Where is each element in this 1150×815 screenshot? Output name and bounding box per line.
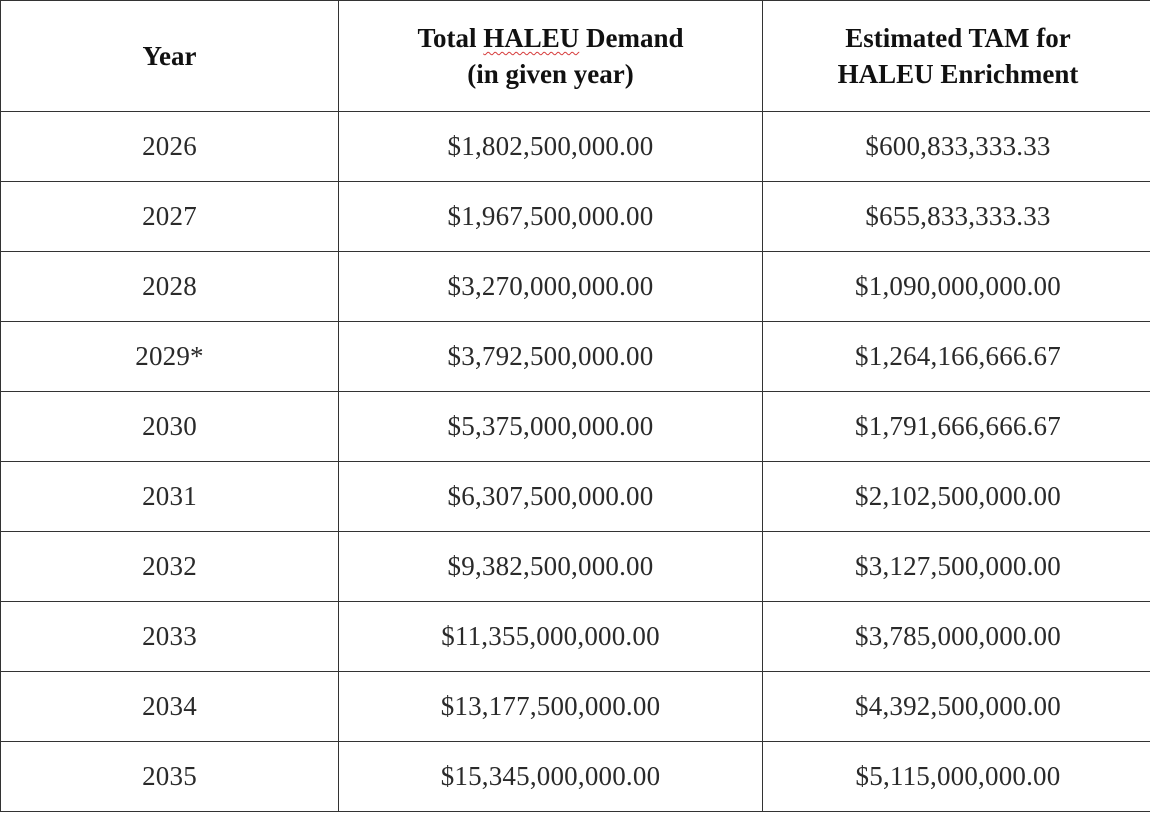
table-row <box>1 392 1150 462</box>
cell-year: 2028 <box>1 252 339 322</box>
cell-tam: $3,785,000,000.00 <box>763 602 1150 672</box>
header-tam-line2: HALEU Enrichment <box>837 59 1079 89</box>
cell-tam: $655,833,333.33 <box>763 182 1150 252</box>
cell-tam: $1,090,000,000.00 <box>763 252 1150 322</box>
cell-tam: $1,791,666,666.67 <box>763 392 1150 462</box>
cell-demand: $5,375,000,000.00 <box>339 392 763 462</box>
cell-demand: $11,355,000,000.00 <box>339 602 763 672</box>
cell-year: 2033 <box>1 602 339 672</box>
cell-year: 2034 <box>1 672 339 742</box>
cell-demand: $1,802,500,000.00 <box>339 112 763 182</box>
cell-year: 2032 <box>1 532 339 602</box>
cell-demand: $15,345,000,000.00 <box>339 742 763 812</box>
cell-tam: $4,392,500,000.00 <box>763 672 1150 742</box>
header-total-demand <box>339 1 763 112</box>
header-demand-suffix: Demand <box>579 23 684 53</box>
cell-tam: $600,833,333.33 <box>763 112 1150 182</box>
header-year <box>1 1 339 112</box>
header-demand-subtitle: (in given year) <box>467 59 634 89</box>
cell-demand: $3,270,000,000.00 <box>339 252 763 322</box>
cell-tam: $2,102,500,000.00 <box>763 462 1150 532</box>
table-row <box>1 112 1150 182</box>
cell-year: 2035 <box>1 742 339 812</box>
table-header <box>1 1 1150 112</box>
table-row <box>1 252 1150 322</box>
header-estimated-tam <box>763 1 1150 112</box>
table-row <box>1 462 1150 532</box>
cell-year: 2026 <box>1 112 339 182</box>
cell-demand: $1,967,500,000.00 <box>339 182 763 252</box>
header-year-label: Year <box>142 41 197 71</box>
header-demand-prefix: Total <box>417 23 484 53</box>
cell-year: 2031 <box>1 462 339 532</box>
table-body <box>1 112 1150 812</box>
cell-demand: $3,792,500,000.00 <box>339 322 763 392</box>
cell-year: 2029* <box>1 322 339 392</box>
table-row <box>1 182 1150 252</box>
table-row <box>1 322 1150 392</box>
cell-demand: $13,177,500,000.00 <box>339 672 763 742</box>
cell-tam: $3,127,500,000.00 <box>763 532 1150 602</box>
header-row <box>1 1 1150 112</box>
header-tam-line1: Estimated TAM for <box>845 23 1071 53</box>
cell-demand: $6,307,500,000.00 <box>339 462 763 532</box>
header-demand-haleu-word: HALEU <box>483 23 580 53</box>
cell-year: 2030 <box>1 392 339 462</box>
cell-tam: $5,115,000,000.00 <box>763 742 1150 812</box>
table-row <box>1 602 1150 672</box>
table-row <box>1 672 1150 742</box>
table-row <box>1 742 1150 812</box>
table-row <box>1 532 1150 602</box>
cell-demand: $9,382,500,000.00 <box>339 532 763 602</box>
cell-year: 2027 <box>1 182 339 252</box>
cell-tam: $1,264,166,666.67 <box>763 322 1150 392</box>
